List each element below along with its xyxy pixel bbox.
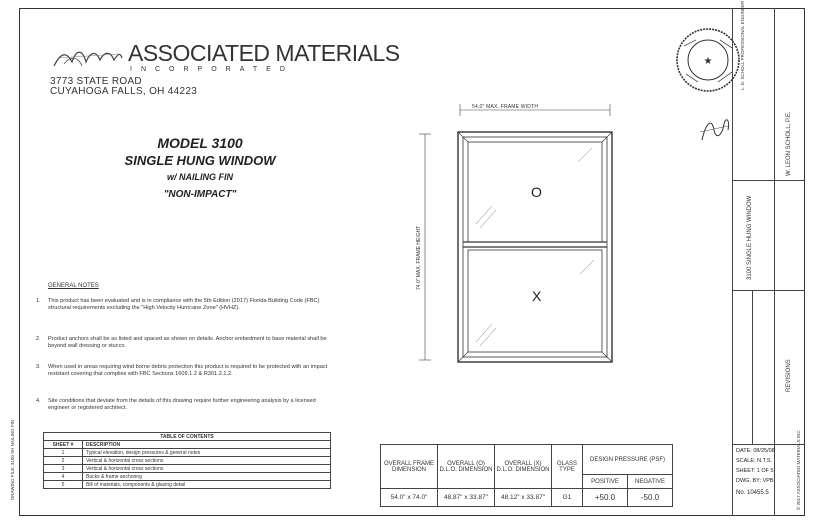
lower-sash-label: X bbox=[532, 288, 542, 304]
general-note-1: 1. This product has been evaluated and is in compliance with the 5th Edition (2017) Florida Building Code (FBC) structural requirements excluding the "High Velocity Hurricane Zone" (HVHZ). bbox=[36, 298, 320, 311]
drawn-by: DWG. BY: VPB bbox=[736, 478, 774, 484]
drawing-sheet: SHEET: 1 OF 5 bbox=[736, 468, 774, 474]
header-design-pressure: DESIGN PRESSURE (PSF) bbox=[583, 445, 673, 475]
revisions-label: REVISIONS bbox=[786, 359, 792, 392]
general-note-4: 4. Site conditions that deviate from the details of this drawing require further engineering analysis by a licensed engineer or registered architect. bbox=[36, 398, 316, 411]
company-name: ASSOCIATED MATERIALS bbox=[128, 40, 400, 66]
nailing-fin-title: w/ NAILING FIN bbox=[167, 172, 233, 182]
table-row: 3 Vertical & horizontal cross sections bbox=[44, 465, 331, 473]
product-name: 3100 SINGLE HUNG WINDOW bbox=[747, 195, 753, 280]
drawing-date: DATE: 08/25/08 bbox=[736, 448, 775, 454]
table-of-contents bbox=[43, 432, 331, 489]
header-glass-type: GLASS TYPE bbox=[552, 445, 583, 489]
title-block-divider bbox=[732, 444, 805, 445]
drawing-scale: SCALE: N.T.S. bbox=[736, 458, 773, 464]
table-row: 1 Typical elevation, design pressures & general notes bbox=[44, 449, 331, 457]
header-frame-dimension: OVERALL FRAME DIMENSION bbox=[381, 445, 438, 489]
title-block-divider bbox=[752, 290, 753, 444]
toc-col-description: DESCRIPTION bbox=[83, 441, 331, 449]
header-dlo-o: OVERALL (O) D.L.O. DIMENSION bbox=[438, 445, 495, 489]
general-notes-heading: GENERAL NOTES bbox=[48, 283, 99, 289]
value-positive: +50.0 bbox=[583, 489, 628, 507]
table-row: 5 Bill of materials, components & glazing detail bbox=[44, 481, 331, 489]
model-title: MODEL 3100 bbox=[157, 135, 243, 151]
table-row: 4 Bucks & frame anchoring bbox=[44, 473, 331, 481]
value-dlo-x: 48.12" x 33.87" bbox=[495, 489, 552, 507]
design-pressure-table bbox=[380, 444, 673, 507]
value-glass-type: G1 bbox=[552, 489, 583, 507]
general-note-2: 2. Product anchors shall be as listed and spaced as shown on details. Anchor embedment to base material shall be beyond wall dressing or stucco. bbox=[36, 336, 327, 349]
value-frame-dimension: 54.0" x 74.0" bbox=[381, 489, 438, 507]
company-logo bbox=[52, 44, 124, 70]
drawing-number: No. 10455.5 bbox=[736, 490, 769, 496]
engineer-name: W. LEON SCHOLL, P.E. bbox=[786, 111, 792, 176]
general-note-3: 3. When used in areas requiring wind borne debris protection this product is required to be protected with an impact resistant covering that complies with FBC Sections 1609.1.2 & R301.2.1.2. bbox=[36, 364, 328, 377]
seal-text: L. E. SCHOLL PROFESSIONAL ENGINEER bbox=[740, 0, 745, 90]
title-block-divider bbox=[732, 180, 805, 181]
width-dimension-label: 54.0" MAX. FRAME WIDTH bbox=[472, 104, 539, 110]
svg-text:★: ★ bbox=[703, 56, 713, 67]
height-dimension-label: 74.0" MAX. FRAME HEIGHT bbox=[416, 225, 422, 290]
address-line-1: 3773 STATE ROAD bbox=[50, 76, 142, 87]
address-line-2: CUYAHOGA FALLS, OH 44223 bbox=[50, 86, 198, 97]
upper-sash-label: O bbox=[531, 184, 542, 200]
toc-col-sheet: SHEET # bbox=[44, 441, 83, 449]
window-type-title: SINGLE HUNG WINDOW bbox=[124, 153, 276, 168]
engineer-signature bbox=[698, 112, 732, 148]
header-positive: POSITIVE bbox=[583, 475, 628, 489]
table-row: 2 Vertical & horizontal cross sections bbox=[44, 457, 331, 465]
header-dlo-x: OVERALL (X) D.L.O. DIMENSION bbox=[495, 445, 552, 489]
title-block-divider bbox=[774, 8, 775, 516]
title-block-divider bbox=[732, 8, 733, 516]
toc-title: TABLE OF CONTENTS bbox=[44, 433, 331, 441]
value-negative: -50.0 bbox=[628, 489, 673, 507]
value-dlo-o: 48.87" x 33.87" bbox=[438, 489, 495, 507]
window-elevation bbox=[410, 98, 620, 373]
company-subtitle: INCORPORATED bbox=[130, 66, 294, 73]
copyright: © 2017 ASSOCIATED MATERIALS INC bbox=[796, 430, 801, 510]
title-block-divider bbox=[732, 290, 805, 291]
left-margin-text: DRAWING FILE: 3100 SH NAILING FIN bbox=[10, 419, 15, 500]
header-negative: NEGATIVE bbox=[628, 475, 673, 489]
non-impact-title: "NON-IMPACT" bbox=[163, 189, 237, 200]
